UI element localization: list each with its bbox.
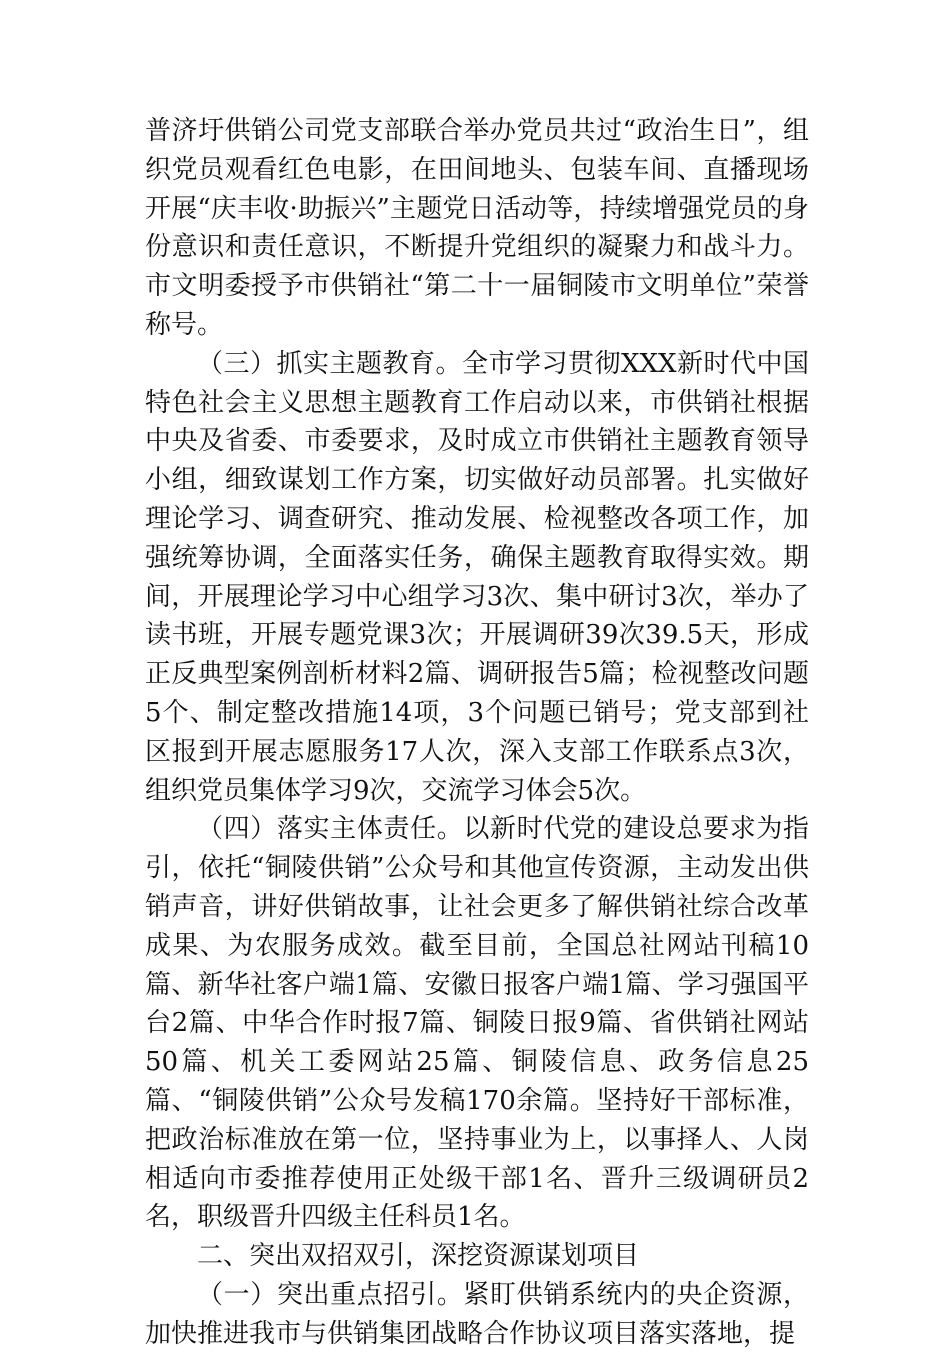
section-heading: 二、突出双招双引，深挖资源谋划项目 [197,1241,640,1272]
paragraph-1: 普济圩供销公司党支部联合举办党员共过“政治生日”，组织党员观看红色电影，在田间地头、包装车间、直播现场开展“庆丰收·助振兴”主题党日活动等，持续增强党员的身份意识和责任意识，不断提升党组织的凝聚力和战斗力。市文明委授予市供销社“第二十一届铜陵市文明单位”荣誉称号。 [145,116,809,340]
document-body [145,112,809,1354]
paragraph-3: （四）落实主体责任。以新时代党的建设总要求为指引，依托“铜陵供销”公众号和其他宣传资源，主动发出供销声音，讲好供销故事，让社会更多了解供销社综合改革成果、为农服务成效。截至目前，全国总社网站刊稿10篇、新华社客户端1篇、安徽日报客户端1篇、学习强国平台2篇、中华合作时报7篇、铜陵日报9篇、省供销社网站50篇、机关工委网站25篇、铜陵信息、政务信息25篇、“铜陵供销”公众号发稿170余篇。坚持好干部标准，把政治标准放在第一位，坚持事业为上，以事择人、人岗相适向市委推荐使用正处级干部1名、晋升三级调研员2名，职级晋升四级主任科员1名。 [145,814,809,1233]
paragraph-5: （一）突出重点招引。紧盯供销系统内的央企资源，加快推进我市与供销集团战略合作协议项目落实落地，提 [145,1279,809,1349]
paragraph-2: （三）抓实主题教育。全市学习贯彻XXX新时代中国特色社会主义思想主题教育工作启动以来，市供销社根据中央及省委、市委要求，及时成立市供销社主题教育领导小组，细致谋划工作方案，切实做好动员部署。扎实做好理论学习、调查研究、推动发展、检视整改各项工作，加强统筹协调，全面落实任务，确保主题教育取得实效。期间，开展理论学习中心组学习3次、集中研讨3次，举办了读书班，开展专题党课3次；开展调研39次39.5天，形成正反典型案例剖析材料2篇、调研报告5篇；检视整改问题5个、制定整改措施14项，3个问题已销号；党支部到社区报到开展志愿服务17人次，深入支部工作联系点3次，组织党员集体学习9次，交流学习体会5次。 [145,348,809,806]
